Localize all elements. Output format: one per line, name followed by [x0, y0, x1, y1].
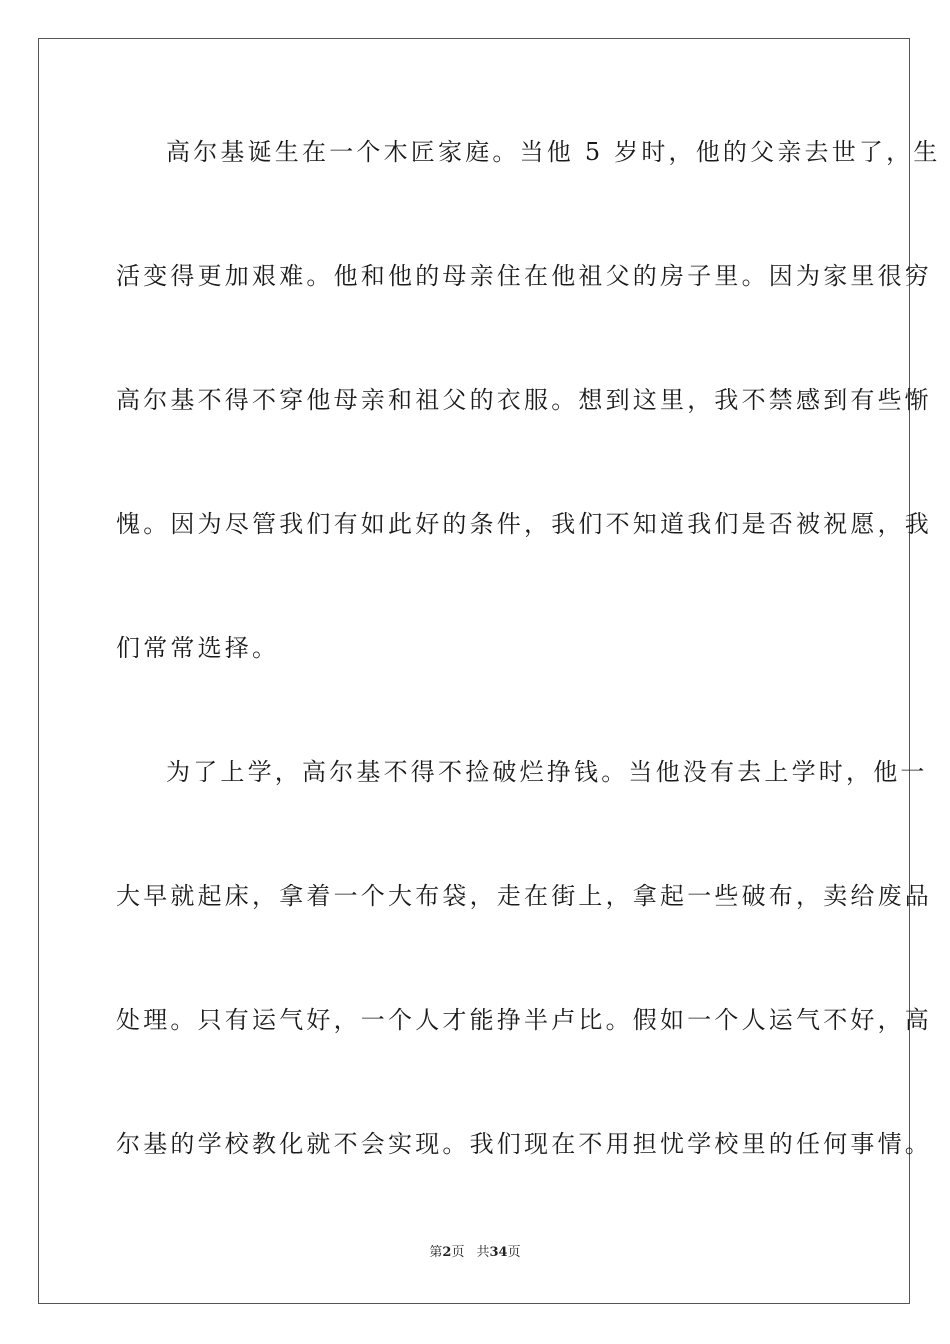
text-line: 们常常选择。: [116, 634, 280, 662]
text-line: 高尔基不得不穿他母亲和祖父的衣服。想到这里，我不禁感到有些惭: [116, 386, 932, 414]
text-line: 大早就起床，拿着一个大布袋，走在街上，拿起一些破布，卖给废品: [116, 882, 932, 910]
text-line: 为了上学，高尔基不得不捡破烂挣钱。当他没有去上学时，他一: [166, 758, 928, 786]
page-number: 2: [442, 1245, 452, 1260]
total-prefix: 共: [476, 1245, 490, 1260]
page-suffix: 页: [451, 1245, 465, 1260]
text-line: 高尔基诞生在一个木匠家庭。当他 5 岁时，他的父亲去世了，生: [166, 138, 941, 166]
page-border: [38, 38, 941, 1304]
text-line: 活变得更加艰难。他和他的母亲住在他祖父的房子里。因为家里很穷: [116, 262, 932, 290]
page-prefix: 第: [429, 1245, 443, 1260]
page-footer: [0, 1244, 950, 1262]
text-line: 尔基的学校教化就不会实现。我们现在不用担忧学校里的任何事情。: [116, 1130, 932, 1158]
total-suffix: 页: [507, 1245, 521, 1260]
text-line: 愧。因为尽管我们有如此好的条件，我们不知道我们是否被祝愿，我: [116, 510, 932, 538]
total-pages: 34: [489, 1245, 508, 1260]
text-line: 处理。只有运气好，一个人才能挣半卢比。假如一个人运气不好，高: [116, 1006, 932, 1034]
